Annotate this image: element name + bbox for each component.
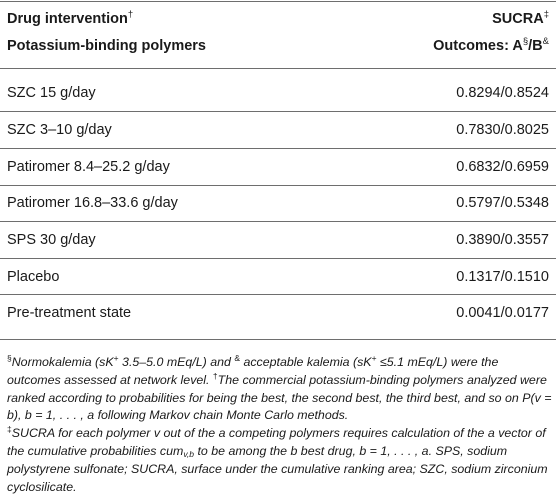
bottom-rule (0, 339, 556, 340)
header-potassium-binding-polymers: Potassium-binding polymers (7, 38, 206, 54)
row-rule (0, 111, 556, 112)
header-sucra: SUCRA‡ (492, 9, 549, 27)
table-row-sucra: 0.7830/0.8025 (456, 122, 549, 138)
table-row-sucra: 0.6832/0.6959 (456, 159, 549, 175)
table-row-sucra: 0.3890/0.3557 (456, 232, 549, 248)
table-row-sucra: 0.8294/0.8524 (456, 85, 549, 101)
table-row-drug: SZC 3–10 g/day (7, 122, 112, 138)
header-drug-intervention: Drug intervention† (7, 9, 134, 27)
table-row-drug: Patiromer 16.8–33.6 g/day (7, 195, 178, 211)
row-rule (0, 294, 556, 295)
table-row-drug: Placebo (7, 269, 60, 285)
table-row-sucra: 0.5797/0.5348 (456, 195, 549, 211)
header-outcomes: Outcomes: A§/B& (433, 36, 549, 54)
table-row-drug: Patiromer 8.4–25.2 g/day (7, 159, 170, 175)
row-rule (0, 148, 556, 149)
table-row-drug: SZC 15 g/day (7, 85, 96, 101)
table-row-drug: SPS 30 g/day (7, 232, 96, 248)
table-row-sucra: 0.0041/0.0177 (456, 305, 549, 321)
top-rule (0, 1, 556, 2)
table-row-drug: Pre-treatment state (7, 305, 132, 321)
header-rule (0, 68, 556, 69)
row-rule (0, 221, 556, 222)
row-rule (0, 185, 556, 186)
row-rule (0, 258, 556, 259)
table-row-sucra: 0.1317/0.1510 (456, 269, 549, 285)
table-footnote: §Normokalemia (sK+ 3.5–5.0 mEq/L) and & acceptable kalemia (sK+ ≤5.1 mEq/L) were the outcomes assessed at network level. †The commercial potassium-binding polymers analyzed were ranked according to probabilities for being the best, the second best, the third best, and so on P(v = b), b = 1, . . . , a following Markov chain Monte Carlo methods. ‡SUCRA for each polymer v out of the a competing polymers requires calculation of the a vector of the cumulative probabilities cumv,b to be among the b best drug, b = 1, . . . , a. SPS, sodium polystyrene sulfonate; SUCRA, surface under the cumulative ranking area; SZC, sodium zirconium cyclosilicate. (7, 353, 552, 494)
